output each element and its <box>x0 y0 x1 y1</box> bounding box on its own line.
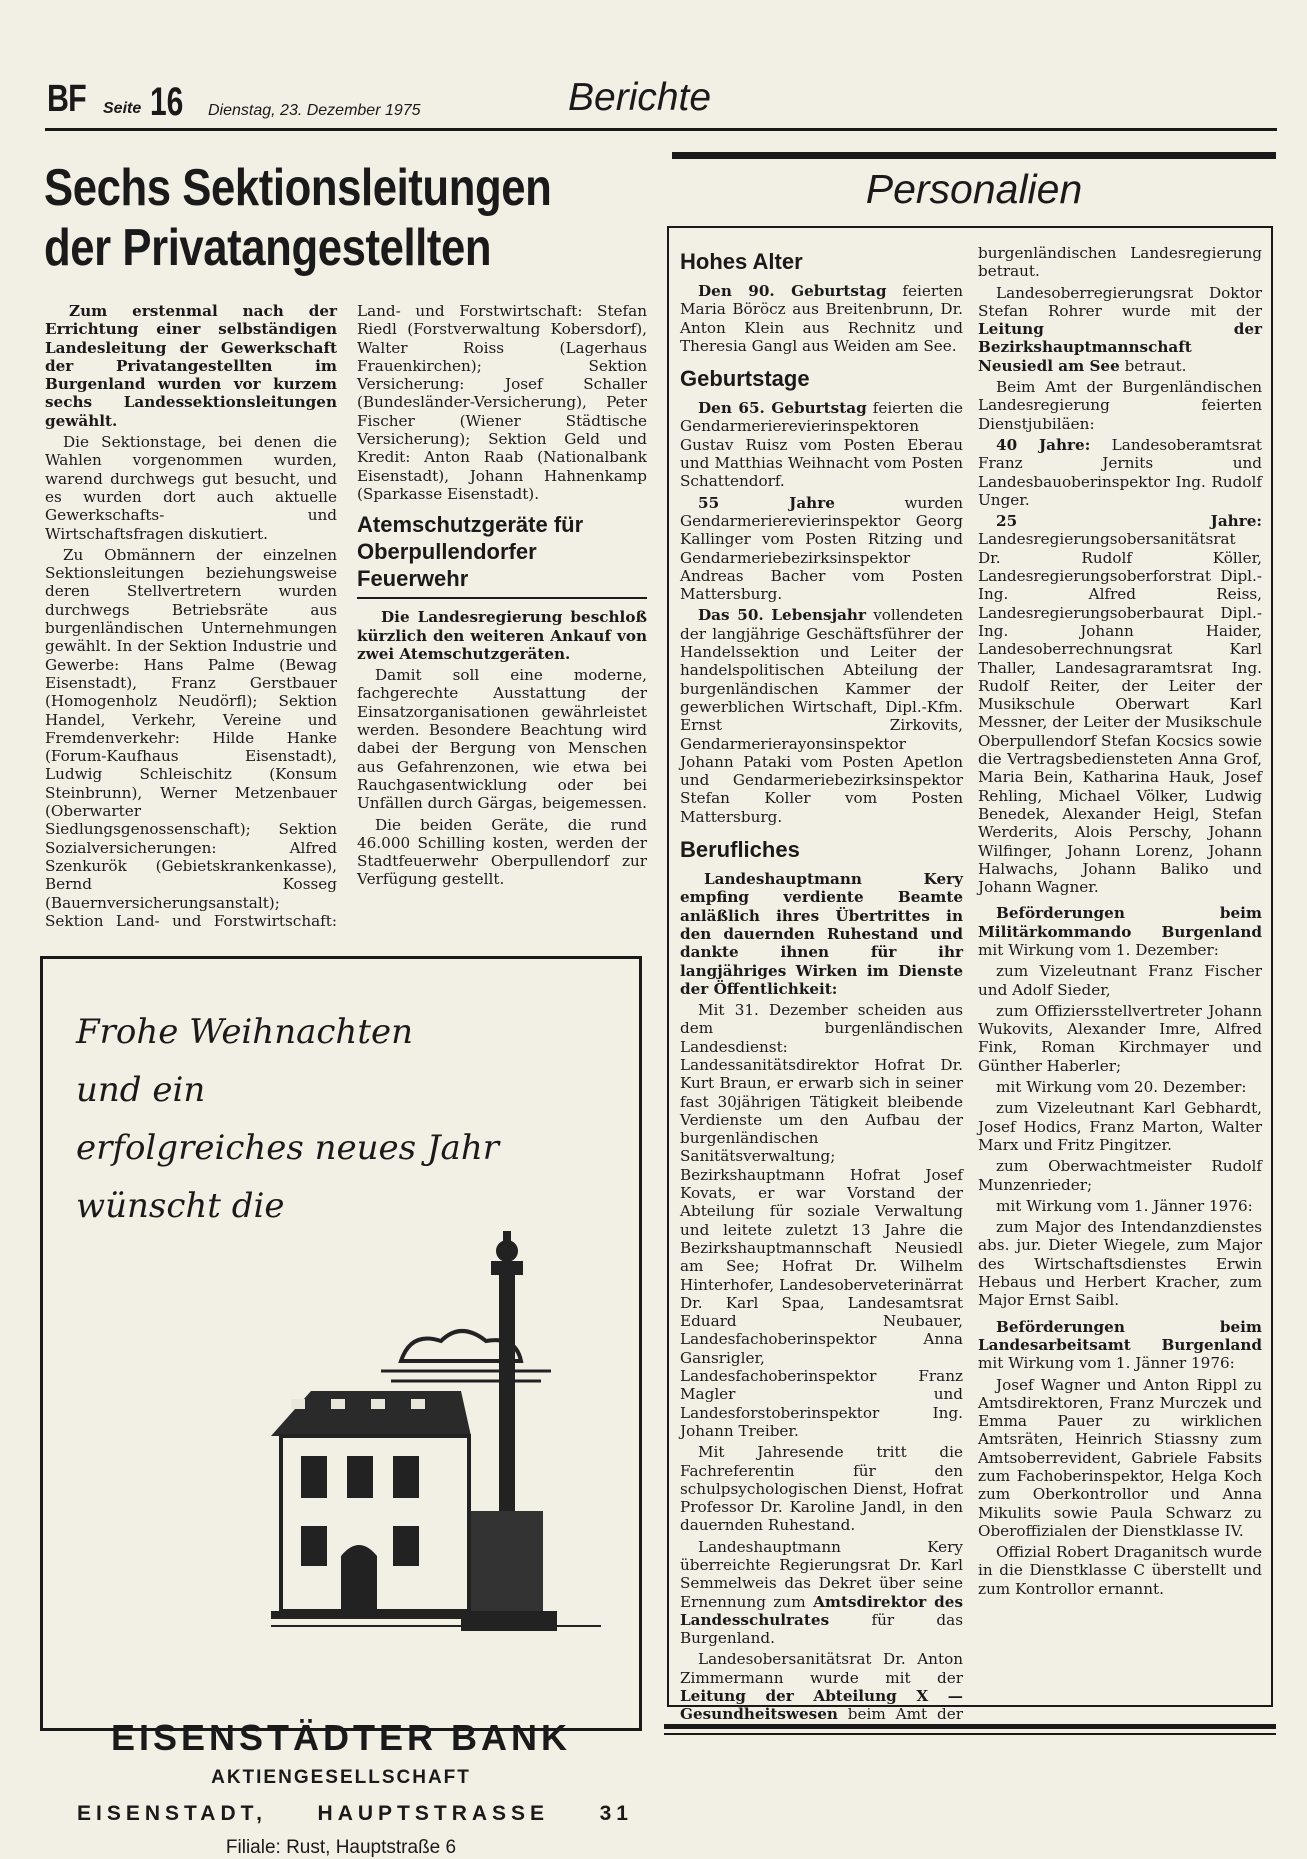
personalien-paragraph: mit Wirkung vom 1. Jänner 1976: <box>996 1196 1253 1215</box>
article2-paragraph: Damit soll eine moderne, fachgerechte Ausstattung der Einsatzorganisationen gewährleistet werden. Besondere Beachtung wird dabei der Bergung von Menschen aus Gefahrenzonen, wie etwa bei Rauchgasentwicklung oder bei Unfällen durch Gärgas, beigemessen. <box>357 666 647 813</box>
personalien-paragraph: Das 50. Lebensjahr vollendeten der langjährige Geschäftsführer der Handelssektion und Leiter der handelspolitischen Abteilung der burgenländischen Kammer der gewerblichen Wirtschaft, Dipl.-Kfm. Ernst Zirkovits, Gendarmerierayonsinspektor Johann Pataki vom Posten Apetlon und Gendarmeriebezirksinspektor Stefan Koller vom Posten Mattersburg. <box>680 606 963 826</box>
personalien-paragraph: zum Oberwachtmeister Rudolf Munzenrieder; <box>978 1157 1262 1194</box>
personalien-paragraph: Landeshauptmann Kery überreichte Regierungsrat Dr. Karl Semmelweis das Dekret über seine Ernennung zum Amtsdirektor des Landesschulrates für das Burgenland. <box>680 1537 963 1648</box>
article-column-2 <box>357 302 647 892</box>
personalien-paragraph: Mit Jahresende tritt die Fachreferentin für den schulpsychologischen Dienst, Hofrat Professor Dr. Karoline Jandl, in den dauernden Ruhestand. <box>680 1443 963 1535</box>
ad-company-type: AKTIENGESELLSCHAFT <box>211 1767 471 1788</box>
personalien-paragraph: Landesobersanitätsrat Dr. Anton Zimmermann wurde mit der Leitung der Abteilung X — Gesundheitswesen beim Amt der <box>680 1650 963 1723</box>
issue-date: Dienstag, 23. Dezember 1975 <box>208 102 421 119</box>
bottom-rule-thin <box>664 1733 1276 1735</box>
personalien-lead: Landeshauptmann Kery empfing verdiente Beamte anläßlich ihres Übertrittes in den dauernden Ruhestand und dankte ihnen für ihr langjähriges Wirken im Dienste der Öffentlichkeit: <box>680 870 963 998</box>
bank-advertisement <box>40 956 642 1858</box>
ad-greeting: Frohe Weihnachten und ein erfolgreiches neues Jahr wünscht die <box>76 1012 499 1226</box>
personalien-paragraph: zum Vizeleutnant Karl Gebhardt, Josef Hodics, Franz Marton, Walter Marx und Fritz Pingitzer. <box>978 1099 1262 1154</box>
personalien-paragraph: 40 Jahre: Landesoberamtsrat Franz Jernits und Landesbauoberinspektor Ing. Rudolf Unger. <box>978 435 1262 509</box>
personalien-paragraph: zum Major des Intendanzdienstes abs. jur. Dieter Wiegele, zum Major des Wirtschaftsdienstes Erwin Hebaus und Herbert Kracher, zum Major Ernst Saibl. <box>978 1218 1262 1310</box>
heading-berufliches: Berufliches <box>680 837 800 863</box>
article2-headline: Atemschutzgeräte für Oberpullendorfer Feuerwehr <box>357 512 584 592</box>
personalien-paragraph: zum Vizeleutnant Franz Fischer und Adolf Sieder, <box>978 962 1262 999</box>
personalien-paragraph: zum Offiziersstellvertreter Johann Wukovits, Alexander Imre, Alfred Fink, Roman Kirchmayer und Günther Haberler; <box>978 1001 1262 1075</box>
masthead-logo: BF <box>47 78 86 120</box>
personalien-paragraph: Den 65. Geburtstag feierten die Gendarmerierevierinspektoren Gustav Ruisz vom Posten Eberau und Matthias Weihnacht vom Posten Schattendorf. <box>680 399 963 491</box>
article-paragraph: Die Sektionstage, bei denen die Wahlen vorgenommen wurden, warend durchwegs gut besucht, und es wurden dort auch aktuelle Gewerkschafts- und Wirtschaftsfragen diskutiert. <box>45 433 337 543</box>
page-label: Seite <box>103 100 142 117</box>
section-title: Berichte <box>568 76 712 119</box>
personalien-paragraph: 25 Jahre: Landesregierungsobersanitätsrat Dr. Rudolf Köller, Landesregierungsoberforstrat Dipl.-Ing. Alfred Reiss, Landesregierungsoberbaurat Dipl.-Ing. Johann Haider, Landesoberrechnungsrat Karl Thaller, Landesagraramtsrat Ing. Rudolf Reiter, der Leiter der Musikschule Oberwart Karl Messner, der Leiter der Musikschule Oberpullendorf Stefan Kocsics sowie die Vertragsbediensteten Anna Grof, Maria Bein, Katharina Hauk, Josef Rehling, Michael Völker, Ludwig Benedek, Alexander Heigl, Stefan Werderits, Alois Perschy, Johann Wilfinger, Johann Lorenz, Johann Halwachs, Johann Baliko und Johann Wagner. <box>978 512 1262 897</box>
personalien-paragraph: Landesoberregierungsrat Doktor Stefan Rohrer wurde mit der Leitung der Bezirkshauptmannschaft Neusiedl am See betraut. <box>978 283 1262 375</box>
personalien-paragraph: Offizial Robert Draganitsch wurde in die Dienstklasse C überstellt und zum Kontrollor ernannt. <box>978 1543 1262 1598</box>
personalien-paragraph: Beförderungen beim Landesarbeitsamt Burgenland mit Wirkung vom 1. Jänner 1976: <box>978 1317 1262 1373</box>
ad-bank-name: EISENSTÄDTER BANK <box>110 1717 572 1758</box>
personalien-column-2 <box>978 244 1262 1601</box>
article-headline <box>44 158 565 278</box>
personalien-paragraph: Mit 31. Dezember scheiden aus dem burgenländischen Landesdienst: Landessanitätsdirektor Hofrat Dr. Kurt Braun, er erwarb sich in seiner fast 30jährigen Tätigkeit bleibende Verdienste um den Aufbau der burgenländischen Sanitätsverwaltung; Bezirkshauptmann Hofrat Josef Kovats, er war Vorstand der Abteilung für soziale Verwaltung und leitete zuletzt 13 Jahre die Bezirkshauptmannschaft Neusiedl am See; Hofrat Dr. Wilhelm Hinterhofer, Landesoberveterinärrat Dr. Karl Spaa, Landesamtsrat Eduard Neubauer, Landesfachoberinspektor Anna Gansrigler, Landesfachoberinspektor Franz Magler und Landesforstoberinspektor Ing. Johann Treiber. <box>680 1001 963 1440</box>
personalien-paragraph: Beförderungen beim Militärkommando Burgenland mit Wirkung vom 1. Dezember: <box>978 904 1262 959</box>
personalien-column-1 <box>680 244 963 1725</box>
personalien-title: Personalien <box>865 166 1083 212</box>
personalien-paragraph: mit Wirkung vom 20. Dezember: <box>996 1078 1247 1097</box>
personalien-paragraph: Josef Wagner und Anton Rippl zu Amtsdirektoren, Franz Murczek und Emma Pauer zu wirklichen Amtsräten, Heinrich Stiassny zum Amtsoberrevident, Gabriele Fabsits zum Fachoberinspektor, Helga Koch zum Oberkontrollor und Anna Mikulits sowie Paula Schwarz zu Oberoffizialen der Dienstklasse IV. <box>978 1375 1262 1540</box>
article2-paragraph: Die beiden Geräte, die rund 46.000 Schilling kosten, werden der Stadtfeuerwehr Oberpullendorf zur Verfügung gestellt. <box>357 815 647 889</box>
article2-rule <box>357 597 647 599</box>
article-column-1 <box>45 302 337 930</box>
heading-geburtstage: Geburtstage <box>680 366 810 392</box>
ad-address: EISENSTADT, HAUPTSTRASSE 31 <box>77 1802 633 1825</box>
page-number: 16 <box>150 80 184 124</box>
masthead-rule <box>45 128 1277 131</box>
personalien-paragraph: Den 90. Geburtstag feierten Maria Böröcz aus Breitenbrunn, Dr. Anton Klein aus Rechnitz und Theresia Gangl aus Weiden am See. <box>680 282 963 355</box>
ad-branch: Filiale: Rust, Hauptstraße 6 <box>225 1837 457 1858</box>
headline-line-1: Sechs Sektionsleitungen <box>44 159 552 217</box>
personalien-paragraph: 55 Jahre wurden Gendarmerierevierinspektor Georg Kallinger vom Posten Ritzing und Gendarmeriebezirksinspektor Andreas Bacher vom Posten Mattersburg. <box>680 493 963 604</box>
article-lead: Zum erstenmal nach der Errichtung einer selbständigen Landesleitung der Gewerkschaft der Privatangestellten im Burgenland wurden vor kurzem sechs Landessektionsleitungen gewählt. <box>45 302 337 430</box>
article-paragraph-continued: Land- und Forstwirtschaft: Stefan Riedl (Forstverwaltung Kobersdorf), Walter Roiss (Lagerhaus Frauenkirchen); Sektion Versicherung: Josef Schaller (Bundesländer-Versicherung), Peter Fischer (Wiener Städtische Versicherung); Sektion Geld und Kredit: Anton Raab (Nationalbank Eisenstadt), Johann Hahnenkamp (Sparkasse Eisenstadt). <box>357 302 647 503</box>
article-paragraph: Zu Obmännern der einzelnen Sektionsleitungen beziehungsweise deren Stellvertretern wurden durchwegs Betriebsräte aus burgenländischen Unternehmungen gewählt. In der Sektion Industrie und Gewerbe: Hans Palme (Bewag Eisenstadt), Franz Gerstbauer (Homogenholz Neudörfl); Sektion Handel, Verkehr, Vereine und Fremdenverkehr: Hilde Hanke (Forum-Kaufhaus Eisenstadt), Ludwig Schleischitz (Konsum Steinbrunn), Werner Metzenbauer (Oberwarter Siedlungsgenossenschaft); Sektion Sozialversicherungen: Alfred Szenkurök (Gebietskrankenkasse), Bernd Kosseg (Bauernversicherungsanstalt); Sektion Land- und Forstwirtschaft: <box>45 545 337 930</box>
personalien-paragraph-continued: burgenländischen Landesregierung betraut. <box>978 244 1262 281</box>
personalien-paragraph: Beim Amt der Burgenländischen Landesregierung feierten Dienstjubiläen: <box>978 378 1262 433</box>
town-hall-illustration <box>271 1231 601 1661</box>
personalien-top-rule <box>672 152 1276 159</box>
article2-lead: Die Landesregierung beschloß kürzlich den weiteren Ankauf von zwei Atemschutzgeräten. <box>357 608 647 663</box>
heading-hohes-alter: Hohes Alter <box>680 249 803 274</box>
bottom-rule <box>664 1724 1276 1729</box>
headline-line-2: der Privatangestellten <box>44 219 492 277</box>
